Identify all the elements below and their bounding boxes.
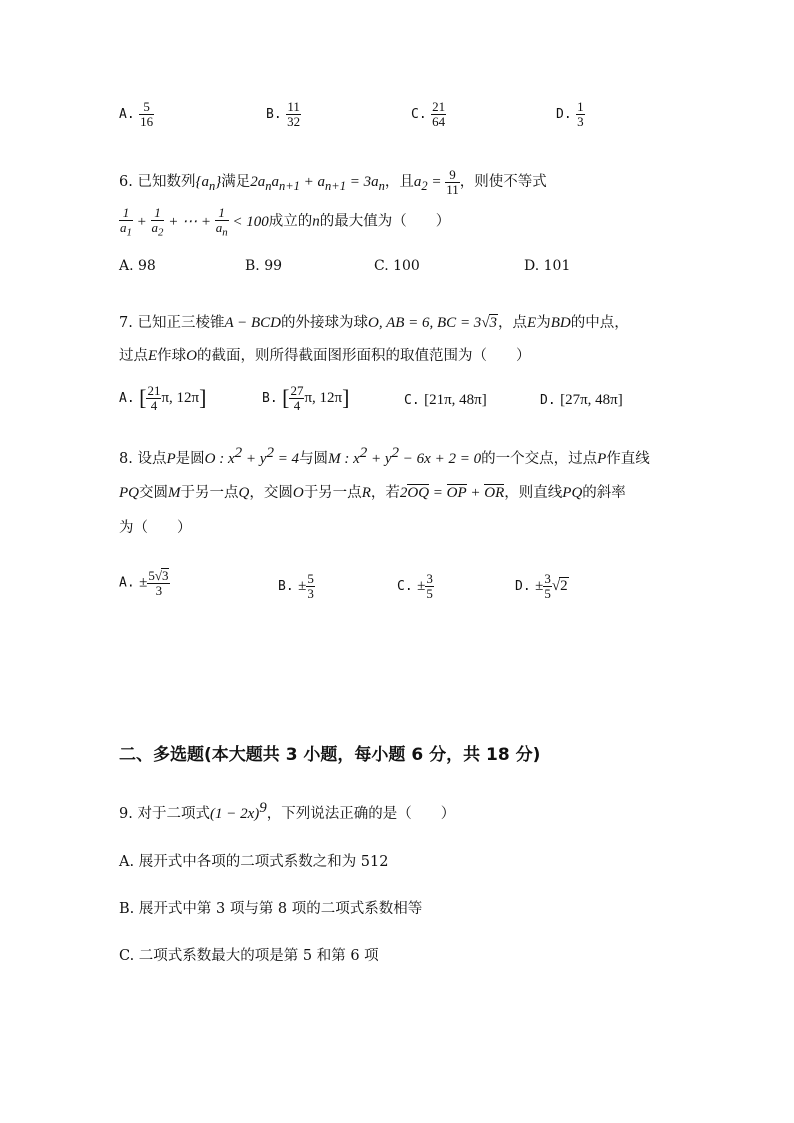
initial-term: $a_2$ =: [413, 174, 446, 194]
question-text: 与圆: [299, 451, 329, 467]
q5-option-b: [266, 100, 301, 128]
q6-option-a: A. 98: [119, 258, 156, 274]
sequence-symbol: $\{a_n\}$: [195, 174, 222, 194]
question-text: 为: [536, 315, 551, 331]
option-label: C.: [411, 107, 427, 123]
pyramid-name: A − BCD: [224, 315, 281, 331]
question-text: 的截面，则所得截面图形面积的取值范围为（ ）: [197, 348, 531, 364]
question-text: 设点: [137, 451, 167, 467]
question-text: 的最大值为（ ）: [319, 213, 451, 230]
question-text: 已知正三棱锥: [137, 315, 225, 331]
question-text: 作直线: [606, 451, 650, 467]
question-8-line-1: 8. 设点P是圆O : $x^2 + y^2 = 4$与圆M : $x^2 + y^2 - 6x + 2 = 0$的一个交点，过点P作直线: [119, 445, 650, 467]
question-text: 的一个交点，过点: [481, 451, 598, 467]
q9-option-a: A. 展开式中各项的二项式系数之和为 512: [119, 854, 389, 870]
q9-option-c: C. 二项式系数最大的项是第 5 和第 6 项: [119, 948, 379, 964]
question-text: 满足: [221, 174, 251, 191]
option-label: A.: [119, 575, 135, 591]
vector-equation: 2OQ = OP + OR: [399, 485, 505, 501]
denominator: 16: [140, 113, 154, 129]
denominator: 64: [432, 113, 446, 129]
question-8-line-2: PQ交圆M于另一点Q，交圆O于另一点R，若2OQ = OP + OR，则直线PQ的斜率: [119, 485, 626, 501]
q7-option-a: A. [ $\frac{21}{4}$ π, 12π]: [119, 383, 207, 413]
given-values: O, AB = 6, BC = 3√3: [367, 315, 498, 331]
circle-m-equation: M : $x^2 + y^2 - 6x + 2 = 0$: [328, 445, 482, 467]
q7-option-c: [404, 392, 487, 409]
fraction: [445, 168, 460, 196]
question-text: 的中点，: [570, 315, 629, 331]
question-number: 6.: [119, 174, 133, 191]
recurrence-equation: $2a_na_{n+1} + a_{n+1} = 3a_n$: [250, 174, 385, 194]
q9-option-b: B. 展开式中第 3 项与第 8 项的二项式系数相等: [119, 901, 423, 917]
option-label: B.: [278, 579, 294, 595]
question-text: ，且: [384, 174, 414, 191]
option-label: C.: [397, 579, 413, 595]
question-text: 为（ ）: [119, 520, 192, 536]
question-text: ，下列说法正确的是（ ）: [266, 806, 456, 822]
fraction: [576, 100, 585, 128]
question-7-line-1: 7. 已知正三棱锥A − BCD的外接球为球O, AB = 6, BC = 3√3，点E为BD的中点，: [119, 315, 629, 331]
q7-option-b: B. [ $\frac{27}{4}$ π, 12π]: [262, 383, 350, 413]
question-8-line-3: [119, 516, 192, 537]
option-value: [27π, 48π]: [560, 392, 623, 408]
fraction: [286, 100, 301, 128]
circle-o-equation: O : $x^2 + y^2 = 4$: [204, 445, 300, 467]
question-9-line-1: [119, 800, 455, 823]
q5-option-d: [556, 100, 585, 128]
question-text: 于另一点: [303, 485, 362, 501]
numerator: 11: [287, 99, 300, 114]
question-text: 已知数列: [137, 174, 196, 191]
question-number: 8.: [119, 451, 133, 467]
question-text: 于另一点: [180, 485, 239, 501]
fraction: [431, 100, 446, 128]
question-text: 作球: [157, 348, 187, 364]
question-number: 7.: [119, 315, 133, 331]
question-text: 是圆: [175, 451, 205, 467]
question-6-line-2: $\frac{1}{a_1}$ + $\frac{1}{a_2}$ + ⋯ + $\frac{1}{a_n}$ < 100成立的n的最大值为（ ）: [120, 205, 451, 239]
q7-option-d: [540, 392, 623, 409]
q6-option-c: C. 100: [374, 258, 420, 274]
q8-option-a: A. ± $\frac{5√3}{3}$: [119, 568, 169, 598]
numerator: 9: [445, 168, 460, 183]
question-6-line-1: [119, 168, 547, 196]
question-text: ，点: [498, 315, 528, 331]
question-text: 的斜率: [582, 485, 626, 501]
fraction: [139, 100, 154, 128]
q8-option-b: B. ± $\frac{5}{3}$: [278, 571, 314, 601]
question-text: 成立的: [268, 213, 313, 230]
question-text: 对于二项式: [137, 806, 210, 822]
question-text: ，若: [370, 485, 400, 501]
option-label: D.: [556, 107, 572, 123]
option-label: C.: [404, 393, 420, 408]
q6-option-b: B. 99: [245, 258, 283, 274]
option-label: B.: [266, 107, 282, 123]
question-text: ，则使不等式: [459, 174, 547, 191]
numerator: 5: [139, 100, 154, 115]
option-value: [21π, 48π]: [424, 392, 487, 408]
option-label: D.: [515, 579, 531, 595]
question-text: ，则直线: [504, 485, 563, 501]
question-text: 交圆: [139, 485, 168, 501]
option-label: A.: [119, 391, 135, 407]
denominator: 11: [446, 181, 459, 197]
section-heading: 二、多选题(本大题共 3 小题，每小题 6 分，共 18 分): [119, 745, 541, 765]
q6-option-d: D. 101: [524, 258, 571, 274]
option-label: A.: [119, 107, 135, 123]
q5-option-c: [411, 100, 446, 128]
numerator: 1: [577, 99, 584, 114]
q8-option-c: C. ± $\frac{3}{5}$: [397, 571, 433, 601]
question-7-line-2: 过点E作球O的截面，则所得截面图形面积的取值范围为（ ）: [119, 348, 531, 364]
question-text: 过点: [119, 348, 148, 364]
question-text: 的外接球为球: [280, 315, 368, 331]
option-label: B.: [262, 391, 278, 407]
denominator: 3: [577, 113, 584, 129]
inequality-expression: $\frac{1}{a_1}$ + $\frac{1}{a_2}$ + ⋯ + $\frac{1}{a_n}$ < 100: [120, 205, 269, 239]
binomial-expression: $(1 - 2x)^9$: [209, 800, 267, 822]
denominator: 32: [287, 113, 301, 129]
q5-option-a: [119, 100, 154, 128]
numerator: 21: [432, 99, 446, 114]
q8-option-d: D. ± $\frac{3}{5}$ √2: [515, 571, 568, 601]
question-text: ，交圆: [249, 485, 293, 501]
option-label: D.: [540, 393, 556, 408]
question-number: 9.: [119, 806, 133, 822]
